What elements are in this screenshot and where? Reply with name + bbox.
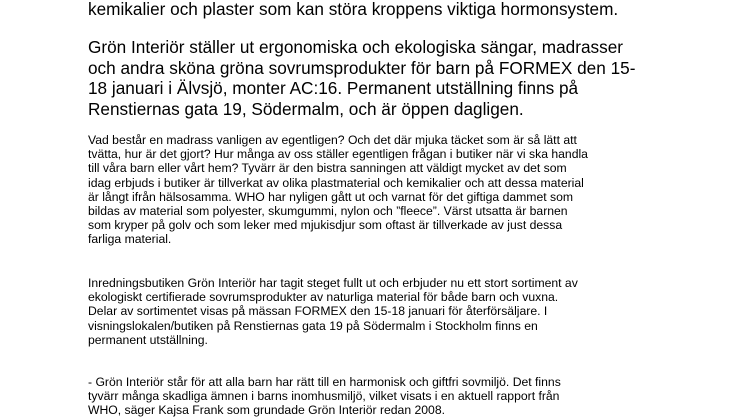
lead-paragraph (88, 37, 668, 119)
body-line: farliga material. (88, 232, 172, 247)
body-line: WHO, säger Kajsa Frank som grundade Grön Interiör redan 2008. (88, 403, 445, 418)
body-line: ekologiskt certifierade sovrumsprodukter av naturliga material för både barn och vuxna. (88, 290, 559, 305)
lead-paragraph-line: 18 januari i Älvsjö, monter AC:16. Permanent utställning finns på (88, 78, 579, 98)
lead-paragraph-line: och andra sköna gröna sovrumsprodukter för barn på FORMEX den 15- (88, 57, 636, 78)
body-paragraph-1 (88, 133, 668, 247)
body-line: permanent utställning. (88, 332, 208, 347)
body-line: Delar av sortimentet visas på mässan FORMEX den 15-18 januari för återförsäljare. I (88, 304, 548, 319)
body-line: Inredningsbutiken Grön Interiör har tagit steget fullt ut och erbjuder nu ett stort sortiment av (88, 276, 578, 290)
body-paragraph-3 (88, 375, 668, 418)
body-line: är långt ifrån hälsosamma. WHO har nyligen gått ut och varnat för det giftiga dammet som (88, 189, 574, 204)
body-line: som kryper på golv och som leker med mjukisdjur som oftast är tillverkade av just dessa (88, 218, 563, 233)
body-line: tvätta, hur är det gjort? Hur många av oss ställer egentligen frågan i butiker när vi ska handla (88, 147, 588, 162)
body-line: visningslokalen/butiken på Renstiernas gata 19 på Södermalm i Stockholm finns en (88, 318, 538, 333)
lead-first-line: kemikalier och plaster som kan störa kroppens viktiga hormonsystem. (88, 0, 619, 19)
body-paragraph-2 (88, 276, 668, 347)
lead-paragraph-line: Grön Interiör ställer ut ergonomiska och ekologiska sängar, madrasser (88, 37, 623, 57)
body-line: Vad består en madrass vanligen av egentligen? Och det där mjuka täcket som är så lätt att (88, 133, 577, 147)
body-line: tyvärr många skadliga ämnen i barns inomhusmiljö, vilket visats i en aktuell rapport från (88, 389, 560, 404)
lead-paragraph-line: Renstiernas gata 19, Södermalm, och är öppen dagligen. (88, 98, 524, 119)
body-line: bildas av material som polyester, skumgummi, nylon och ”fleece”. Värst utsatta är barnen (88, 204, 568, 219)
body-line: till våra barn eller vårt hem? Tyvärr är den bistra sanningen att väldigt mycket av det som (88, 161, 567, 176)
body-line: - Grön Interiör står för att alla barn har rätt till en harmonisk och giftfri sovmiljö. Det finns (88, 375, 561, 389)
body-line: idag erbjuds i butiker är tillverkat av olika plastmaterial och kemikalier och att dessa material (88, 175, 584, 190)
